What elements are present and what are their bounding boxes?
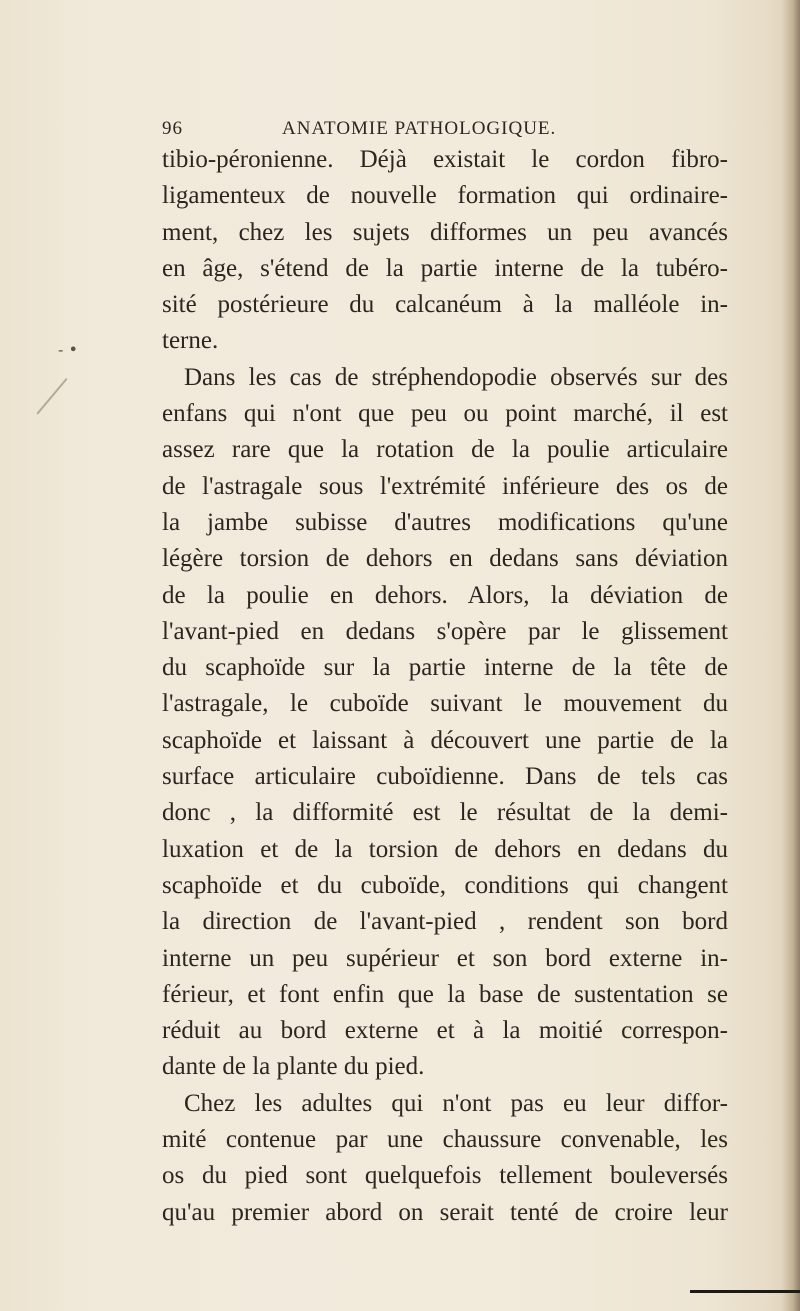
margin-pencil-mark: - • bbox=[58, 340, 78, 359]
bottom-edge-mark bbox=[690, 1290, 800, 1293]
page-number: 96 bbox=[162, 118, 183, 139]
running-title: ANATOMIE PATHOLOGIQUE. bbox=[282, 118, 557, 139]
text-line: légère torsion de dehors en dedans sans déviation bbox=[162, 545, 728, 573]
running-header bbox=[162, 118, 722, 142]
text-line: la jambe subisse d'autres modifications qu'une bbox=[162, 508, 728, 536]
text-line: de l'astragale sous l'extrémité inférieure des os de bbox=[162, 472, 728, 500]
text-line: os du pied sont quelquefois tellement bouleversés bbox=[162, 1162, 728, 1190]
text-line: l'avant-pied en dedans s'opère par le glissement bbox=[162, 617, 728, 645]
text-line: réduit au bord externe et à la moitié correspon- bbox=[162, 1017, 728, 1045]
text-line: en âge, s'étend de la partie interne de la tubéro- bbox=[162, 254, 728, 282]
text-line: scaphoïde et laissant à découvert une partie de la bbox=[162, 726, 728, 754]
text-line: l'astragale, le cuboïde suivant le mouvement du bbox=[162, 690, 728, 718]
text-line: sité postérieure du calcanéum à la malléole in- bbox=[162, 291, 728, 319]
text-line: de la poulie en dehors. Alors, la déviation de bbox=[162, 581, 728, 609]
text-line: Chez les adultes qui n'ont pas eu leur diffor- bbox=[184, 1089, 728, 1117]
text-line: interne un peu supérieur et son bord externe in- bbox=[162, 944, 728, 972]
text-line: ligamenteux de nouvelle formation qui ordinaire- bbox=[162, 182, 728, 210]
text-line: Dans les cas de stréphendopodie observés sur des bbox=[184, 363, 728, 391]
text-line: luxation et de la torsion de dehors en dedans du bbox=[162, 835, 728, 863]
text-line: qu'au premier abord on serait tenté de croire leur bbox=[162, 1198, 728, 1226]
text-line: dante de la plante du pied. bbox=[162, 1053, 425, 1081]
text-line: scaphoïde et du cuboïde, conditions qui changent bbox=[162, 871, 728, 899]
text-line: férieur, et font enfin que la base de sustentation se bbox=[162, 980, 728, 1008]
text-line: assez rare que la rotation de la poulie articulaire bbox=[162, 436, 728, 464]
text-line: la direction de l'avant-pied , rendent son bord bbox=[162, 908, 728, 936]
text-line: mité contenue par une chaussure convenable, les bbox=[162, 1126, 728, 1154]
page-edge-shadow bbox=[782, 0, 800, 1311]
text-line: donc , la difformité est le résultat de la demi- bbox=[162, 799, 728, 827]
text-line: tibio-péronienne. Déjà existait le cordon fibro- bbox=[162, 146, 728, 173]
margin-pencil-stroke bbox=[36, 378, 67, 415]
text-line: surface articulaire cuboïdienne. Dans de tels cas bbox=[162, 763, 728, 791]
text-line: terne. bbox=[162, 327, 219, 355]
text-line: enfans qui n'ont que peu ou point marché, il est bbox=[162, 400, 728, 428]
text-line: ment, chez les sujets difformes un peu avancés bbox=[162, 218, 728, 246]
text-line: du scaphoïde sur la partie interne de la tête de bbox=[162, 654, 728, 682]
body-text bbox=[162, 142, 728, 1231]
